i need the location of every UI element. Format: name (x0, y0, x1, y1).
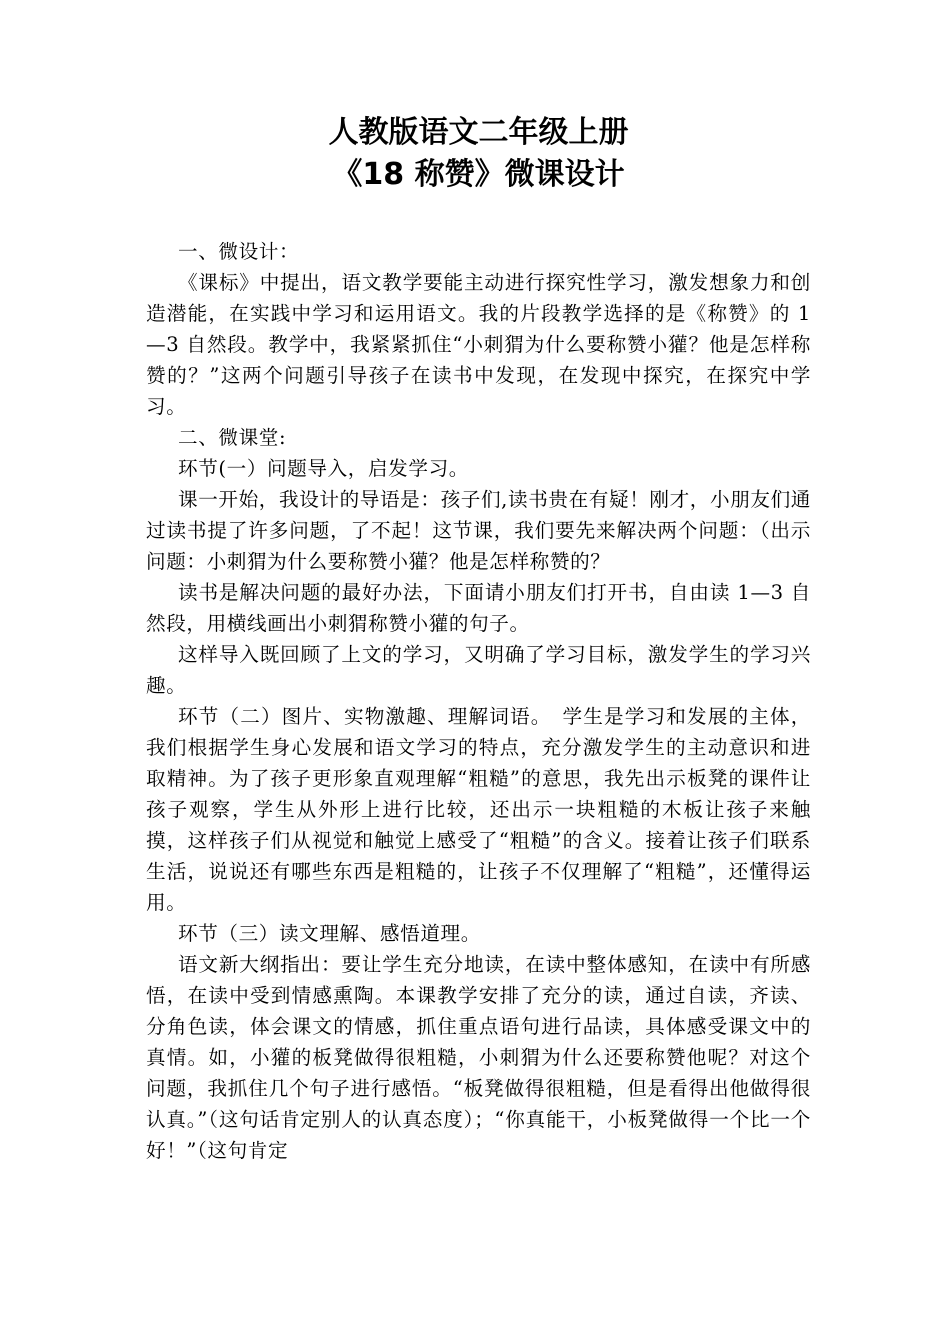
title-block (146, 112, 811, 196)
section-heading-design: 一、微设计： (178, 240, 300, 263)
paragraph: 语文新大纲指出：要让学生充分地读，在读中整体感知，在读中有所感悟，在读中受到情感熏陶。本课教学安排了充分的读，通过自读，齐读、分角色读，体会课文的情感，抓住重点语句进行品读，具体感受课文中的真情。如，小獾的板凳做得很粗糙，小刺猬为什么还要称赞他呢？对这个问题，我抓住几个句子进行感悟。“板凳做得很粗糙，但是看得出他做得很认真。”（这句话肯定别人的认真态度）；“你真能干，小板凳做得一个比一个好！”（这句肯定 (146, 953, 811, 1162)
section-heading-classroom: 二、微课堂: (178, 426, 287, 449)
step-heading-1: 环节(一）问题导入，启发学习。 (178, 457, 469, 480)
document-title-line-1: 人教版语文二年级上册 (328, 115, 629, 150)
paragraph: 《课标》中提出，语文教学要能主动进行探究性学习，激发想象力和创造潜能，在实践中学习和运用语文。我的片段教学选择的是《称赞》的 1—3 自然段。教学中，我紧紧抓住“小刺猬为什么要称赞小獾？他是怎样称赞的？”这两个问题引导孩子在读书中发现，在发现中探究，在探究中学习。 (146, 271, 811, 418)
paragraph: 这样导入既回顾了上文的学习，又明确了学习目标，激发学生的学习兴趣。 (146, 643, 811, 697)
document-page (146, 112, 811, 1166)
paragraph: 读书是解决问题的最好办法，下面请小朋友们打开书，自由读 1—3 自然段，用横线画出小刺猬称赞小獾的句子。 (146, 581, 811, 635)
step-heading-3: 环节（三）读文理解、感悟道理。 (178, 922, 481, 945)
paragraph-step-2: 环节（二）图片、实物激趣、理解词语。 学生是学习和发展的主体，我们根据学生身心发展和语文学习的特点，充分激发学生的主动意识和进取精神。为了孩子更形象直观理解“粗糙”的意思，我先出示板凳的课件让孩子观察，学生从外形上进行比较，还出示一块粗糙的木板让孩子来触摸，这样孩子们从视觉和触觉上感受了“粗糙”的含义。接着让孩子们联系生活，说说还有哪些东西是粗糙的，让孩子不仅理解了“粗糙”，还懂得运用。 (146, 705, 811, 914)
document-title-line-2: 《18 称赞》微课设计 (332, 157, 625, 192)
paragraph: 课一开始，我设计的导语是：孩子们,读书贵在有疑！刚才，小朋友们通过读书提了许多问题，了不起！这节课，我们要先来解决两个问题：（出示问题：小刺猬为什么要称赞小獾？他是怎样称赞的？ (146, 488, 811, 573)
document-body (146, 236, 811, 1166)
